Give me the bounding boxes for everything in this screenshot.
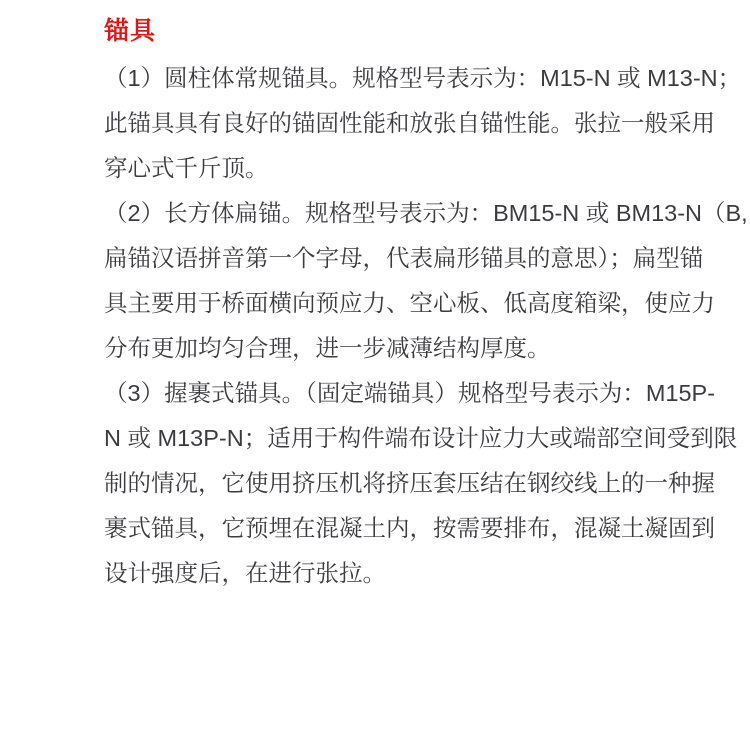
text-line: 扁锚汉语拼音第一个字母，代表扁形锚具的意思）；扁型锚 [104, 245, 704, 271]
text-line: 制的情况，它使用挤压机将挤压套压结在钢绞线上的一种握 [104, 470, 715, 496]
text-line: （3）握裹式锚具。（固定端锚具）规格型号表示为：M15P- [104, 380, 716, 406]
text-line: 具主要用于桥面横向预应力、空心板、低高度箱梁，使应力 [104, 290, 715, 316]
text-line: 设计强度后，在进行张拉。 [104, 560, 386, 586]
text-line: 裹式锚具，它预埋在混凝土内，按需要排布，混凝土凝固到 [104, 515, 715, 541]
paragraph [104, 371, 738, 596]
text-line: 此锚具具有良好的锚固性能和放张自锚性能。张拉一般采用 [104, 110, 715, 136]
text-line: N 或 M13P-N；适用于构件端布设计应力大或端部空间受到限 [104, 425, 738, 451]
text-line: 分布更加均匀合理，进一步减薄结构厚度。 [104, 335, 551, 361]
paragraph [104, 191, 748, 371]
paragraph [104, 56, 742, 191]
text-line: （2）长方体扁锚。规格型号表示为：BM15-N 或 BM13-N（B, [104, 200, 748, 226]
document-body [104, 56, 748, 596]
text-line: 穿心式千斤顶。 [104, 155, 269, 181]
section-heading: 锚具 [104, 17, 157, 45]
text-line: （1）圆柱体常规锚具。规格型号表示为：M15-N 或 M13-N； [104, 65, 742, 91]
